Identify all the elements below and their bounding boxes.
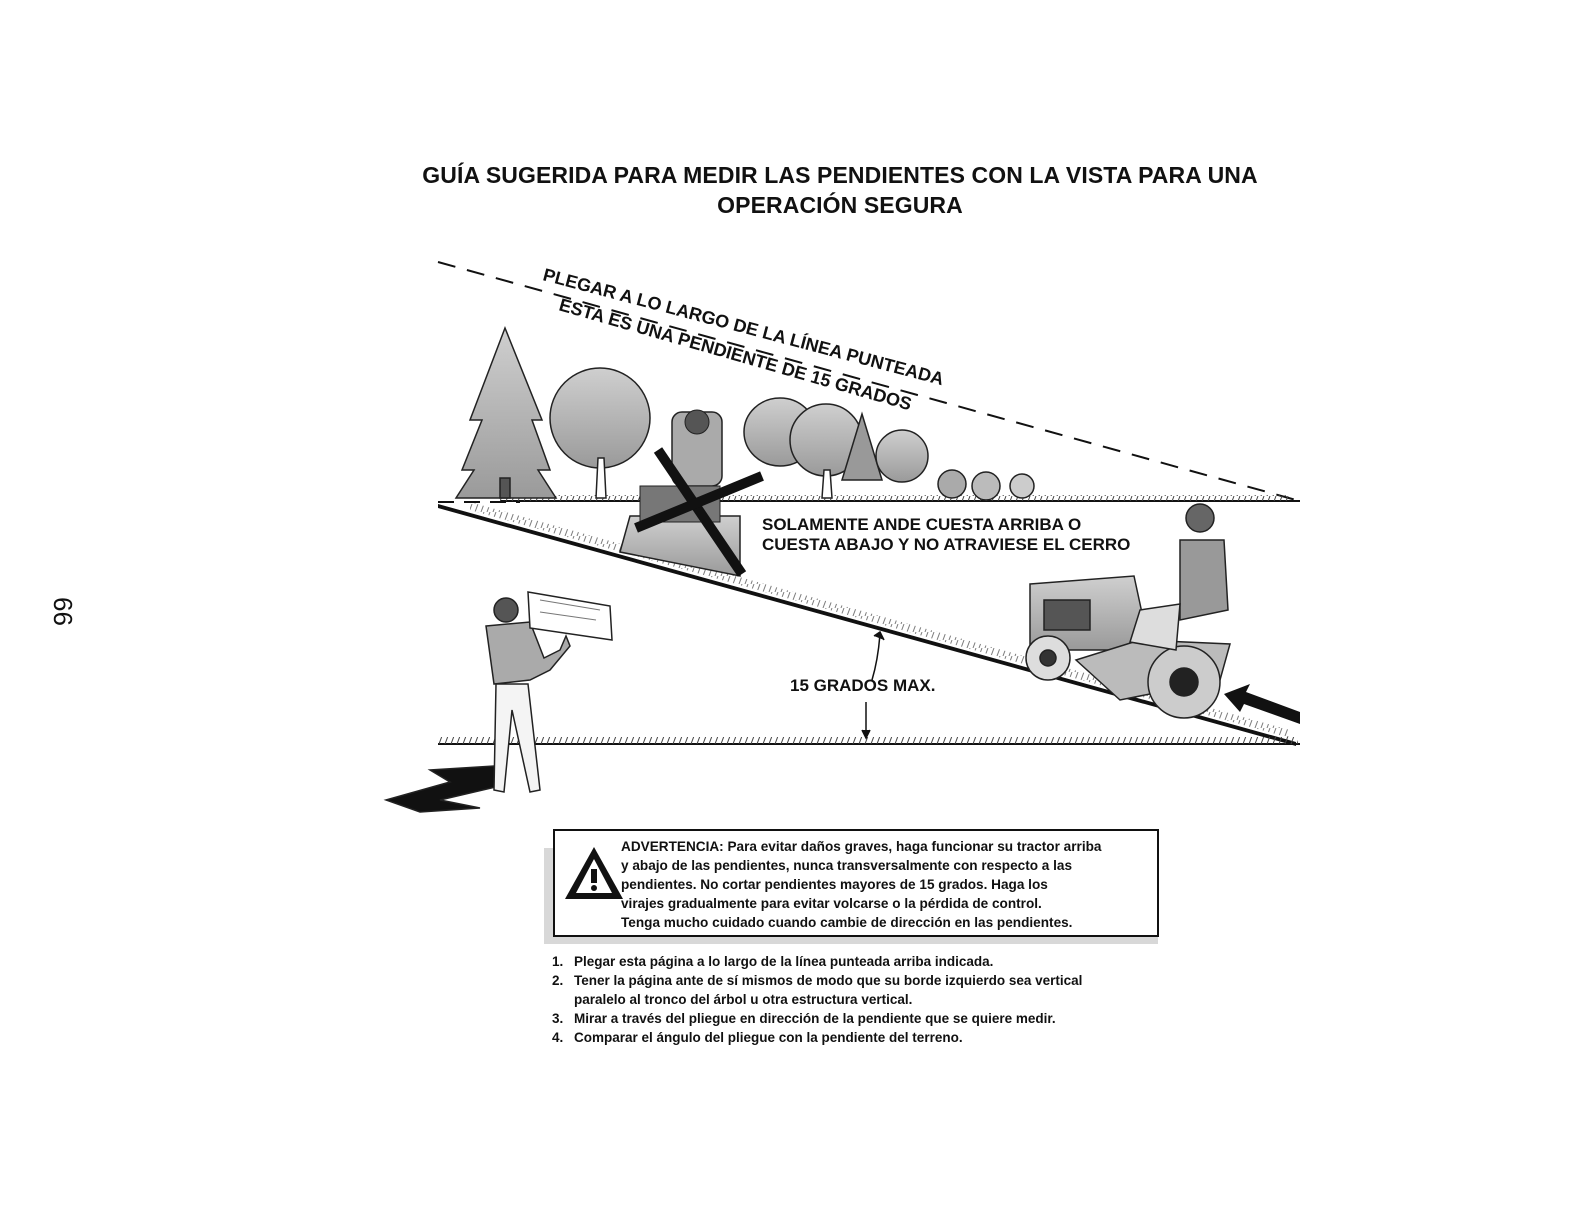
list-item: 3. Mirar a través del pliegue en dirección de la pendiente que se quiere medir. <box>552 1011 1056 1026</box>
pine-tree-icon <box>456 328 556 498</box>
warning-triangle-icon <box>563 845 625 901</box>
slope-label: ESTA ES UNA PENDIENTE DE 15 GRADOS <box>556 294 915 415</box>
list-item: 4. Comparar el ángulo del pliegue con la pendiente del terreno. <box>552 1030 963 1045</box>
angle-label: 15 GRADOS MAX. <box>790 676 936 695</box>
warning-line: pendientes. No cortar pendientes mayores de 15 grados. Haga los <box>621 877 1048 892</box>
shadow <box>386 766 500 812</box>
round-tree-icon <box>550 368 650 468</box>
title-line-2: OPERACIÓN SEGURA <box>717 192 963 218</box>
lower-grass <box>438 737 1298 744</box>
bush-icon <box>938 470 966 498</box>
list-item: 1. Plegar esta página a lo largo de la línea punteada arriba indicada. <box>552 954 994 969</box>
warning-line: Tenga mucho cuidado cuando cambie de dirección en las pendientes. <box>621 915 1073 930</box>
warning-box <box>553 829 1159 937</box>
warning-text <box>621 837 1155 932</box>
title-line-1: GUÍA SUGERIDA PARA MEDIR LAS PENDIENTES CON LA VISTA PARA UNA <box>422 162 1258 188</box>
direction-line-2: CUESTA ABAJO Y NO ATRAVIESE EL CERRO <box>762 535 1131 554</box>
instruction-list <box>552 952 1192 1047</box>
list-item: paralelo al tronco del árbol u otra estructura vertical. <box>574 992 913 1007</box>
round-tree-icon <box>876 430 928 482</box>
bush-icon <box>1010 474 1034 498</box>
direction-line-1: SOLAMENTE ANDE CUESTA ARRIBA O <box>762 515 1082 534</box>
fold-label: PLEGAR A LO LARGO DE LA LÍNEA PUNTEADA <box>540 264 947 390</box>
warning-line: y abajo de las pendientes, nunca transversalmente con respecto a las <box>621 858 1073 873</box>
bush-icon <box>972 472 1000 500</box>
warning-line: ADVERTENCIA: Para evitar daños graves, haga funcionar su tractor arriba <box>621 839 1102 854</box>
page-number: 66 <box>47 597 78 626</box>
person-with-page <box>386 592 612 812</box>
upper-grass <box>500 495 1290 501</box>
warning-line: virajes gradualmente para evitar volcarse o la pérdida de control. <box>621 896 1042 911</box>
list-item: 2. Tener la página ante de sí mismos de modo que su borde izquierdo sea vertical <box>552 973 1083 988</box>
